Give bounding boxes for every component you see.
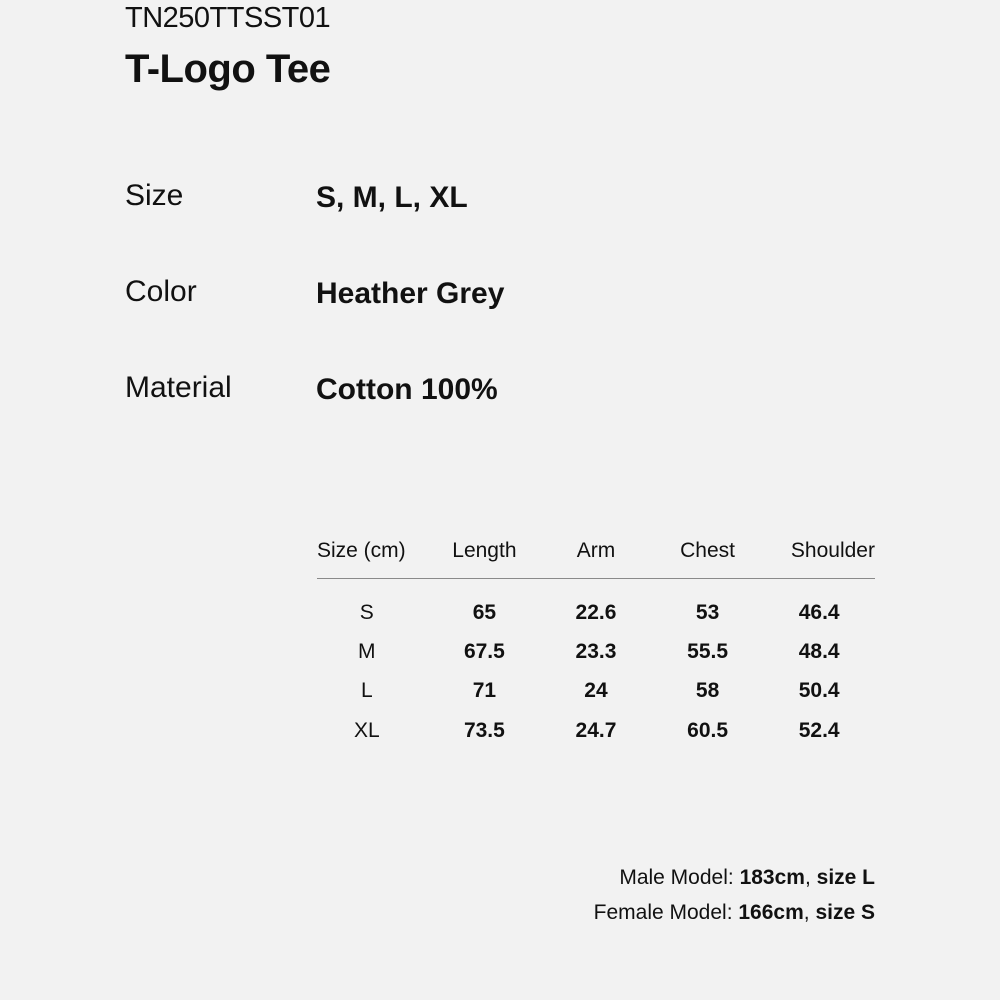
header-length: Length xyxy=(452,539,517,562)
model-separator: , xyxy=(803,901,810,924)
spec-row-color xyxy=(125,272,725,312)
spec-row-material xyxy=(125,368,725,408)
spec-label: Material xyxy=(125,371,232,404)
size-table xyxy=(317,532,875,750)
cell-shoulder: 46.4 xyxy=(798,600,840,624)
table-row xyxy=(317,593,875,632)
cell-length: 65 xyxy=(472,600,497,624)
header-arm: Arm xyxy=(576,539,616,562)
model-label: Male Model: xyxy=(619,866,734,889)
model-label: Female Model: xyxy=(593,901,733,924)
model-size: size S xyxy=(815,901,875,924)
cell-chest: 53 xyxy=(695,600,720,624)
spec-row-size xyxy=(125,176,725,216)
table-row xyxy=(317,711,875,750)
model-size: size L xyxy=(816,866,875,889)
cell-chest: 55.5 xyxy=(687,639,729,663)
table-row xyxy=(317,632,875,671)
female-model-info xyxy=(594,899,875,927)
spec-label: Color xyxy=(125,275,197,308)
cell-size: XL xyxy=(353,718,380,742)
model-height: 183cm xyxy=(739,866,805,889)
product-title: T-Logo Tee xyxy=(125,47,331,91)
spec-value: Heather Grey xyxy=(316,277,505,310)
product-code: TN250TTSST01 xyxy=(125,2,331,34)
cell-size: S xyxy=(359,600,374,624)
cell-shoulder: 52.4 xyxy=(798,718,840,742)
cell-arm: 24.7 xyxy=(575,718,617,742)
table-row xyxy=(317,672,875,711)
cell-arm: 23.3 xyxy=(575,639,617,663)
cell-size: M xyxy=(358,639,376,663)
cell-chest: 60.5 xyxy=(687,718,729,742)
cell-shoulder: 50.4 xyxy=(798,679,840,703)
spec-label: Size xyxy=(125,179,184,212)
cell-arm: 22.6 xyxy=(575,600,617,624)
spec-value: S, M, L, XL xyxy=(316,181,468,214)
cell-shoulder: 48.4 xyxy=(798,639,840,663)
header-chest: Chest xyxy=(680,539,735,562)
header-size: Size (cm) xyxy=(317,539,406,562)
table-body xyxy=(317,579,875,750)
cell-arm: 24 xyxy=(584,679,608,703)
header-shoulder: Shoulder xyxy=(790,539,875,562)
cell-chest: 58 xyxy=(695,679,720,703)
model-height: 166cm xyxy=(738,901,804,924)
cell-size: L xyxy=(360,679,373,703)
cell-length: 67.5 xyxy=(463,639,505,663)
model-separator: , xyxy=(804,866,811,889)
table-header xyxy=(317,532,875,579)
cell-length: 73.5 xyxy=(463,718,505,742)
male-model-info xyxy=(619,864,875,892)
spec-value: Cotton 100% xyxy=(316,373,498,406)
cell-length: 71 xyxy=(472,679,497,703)
